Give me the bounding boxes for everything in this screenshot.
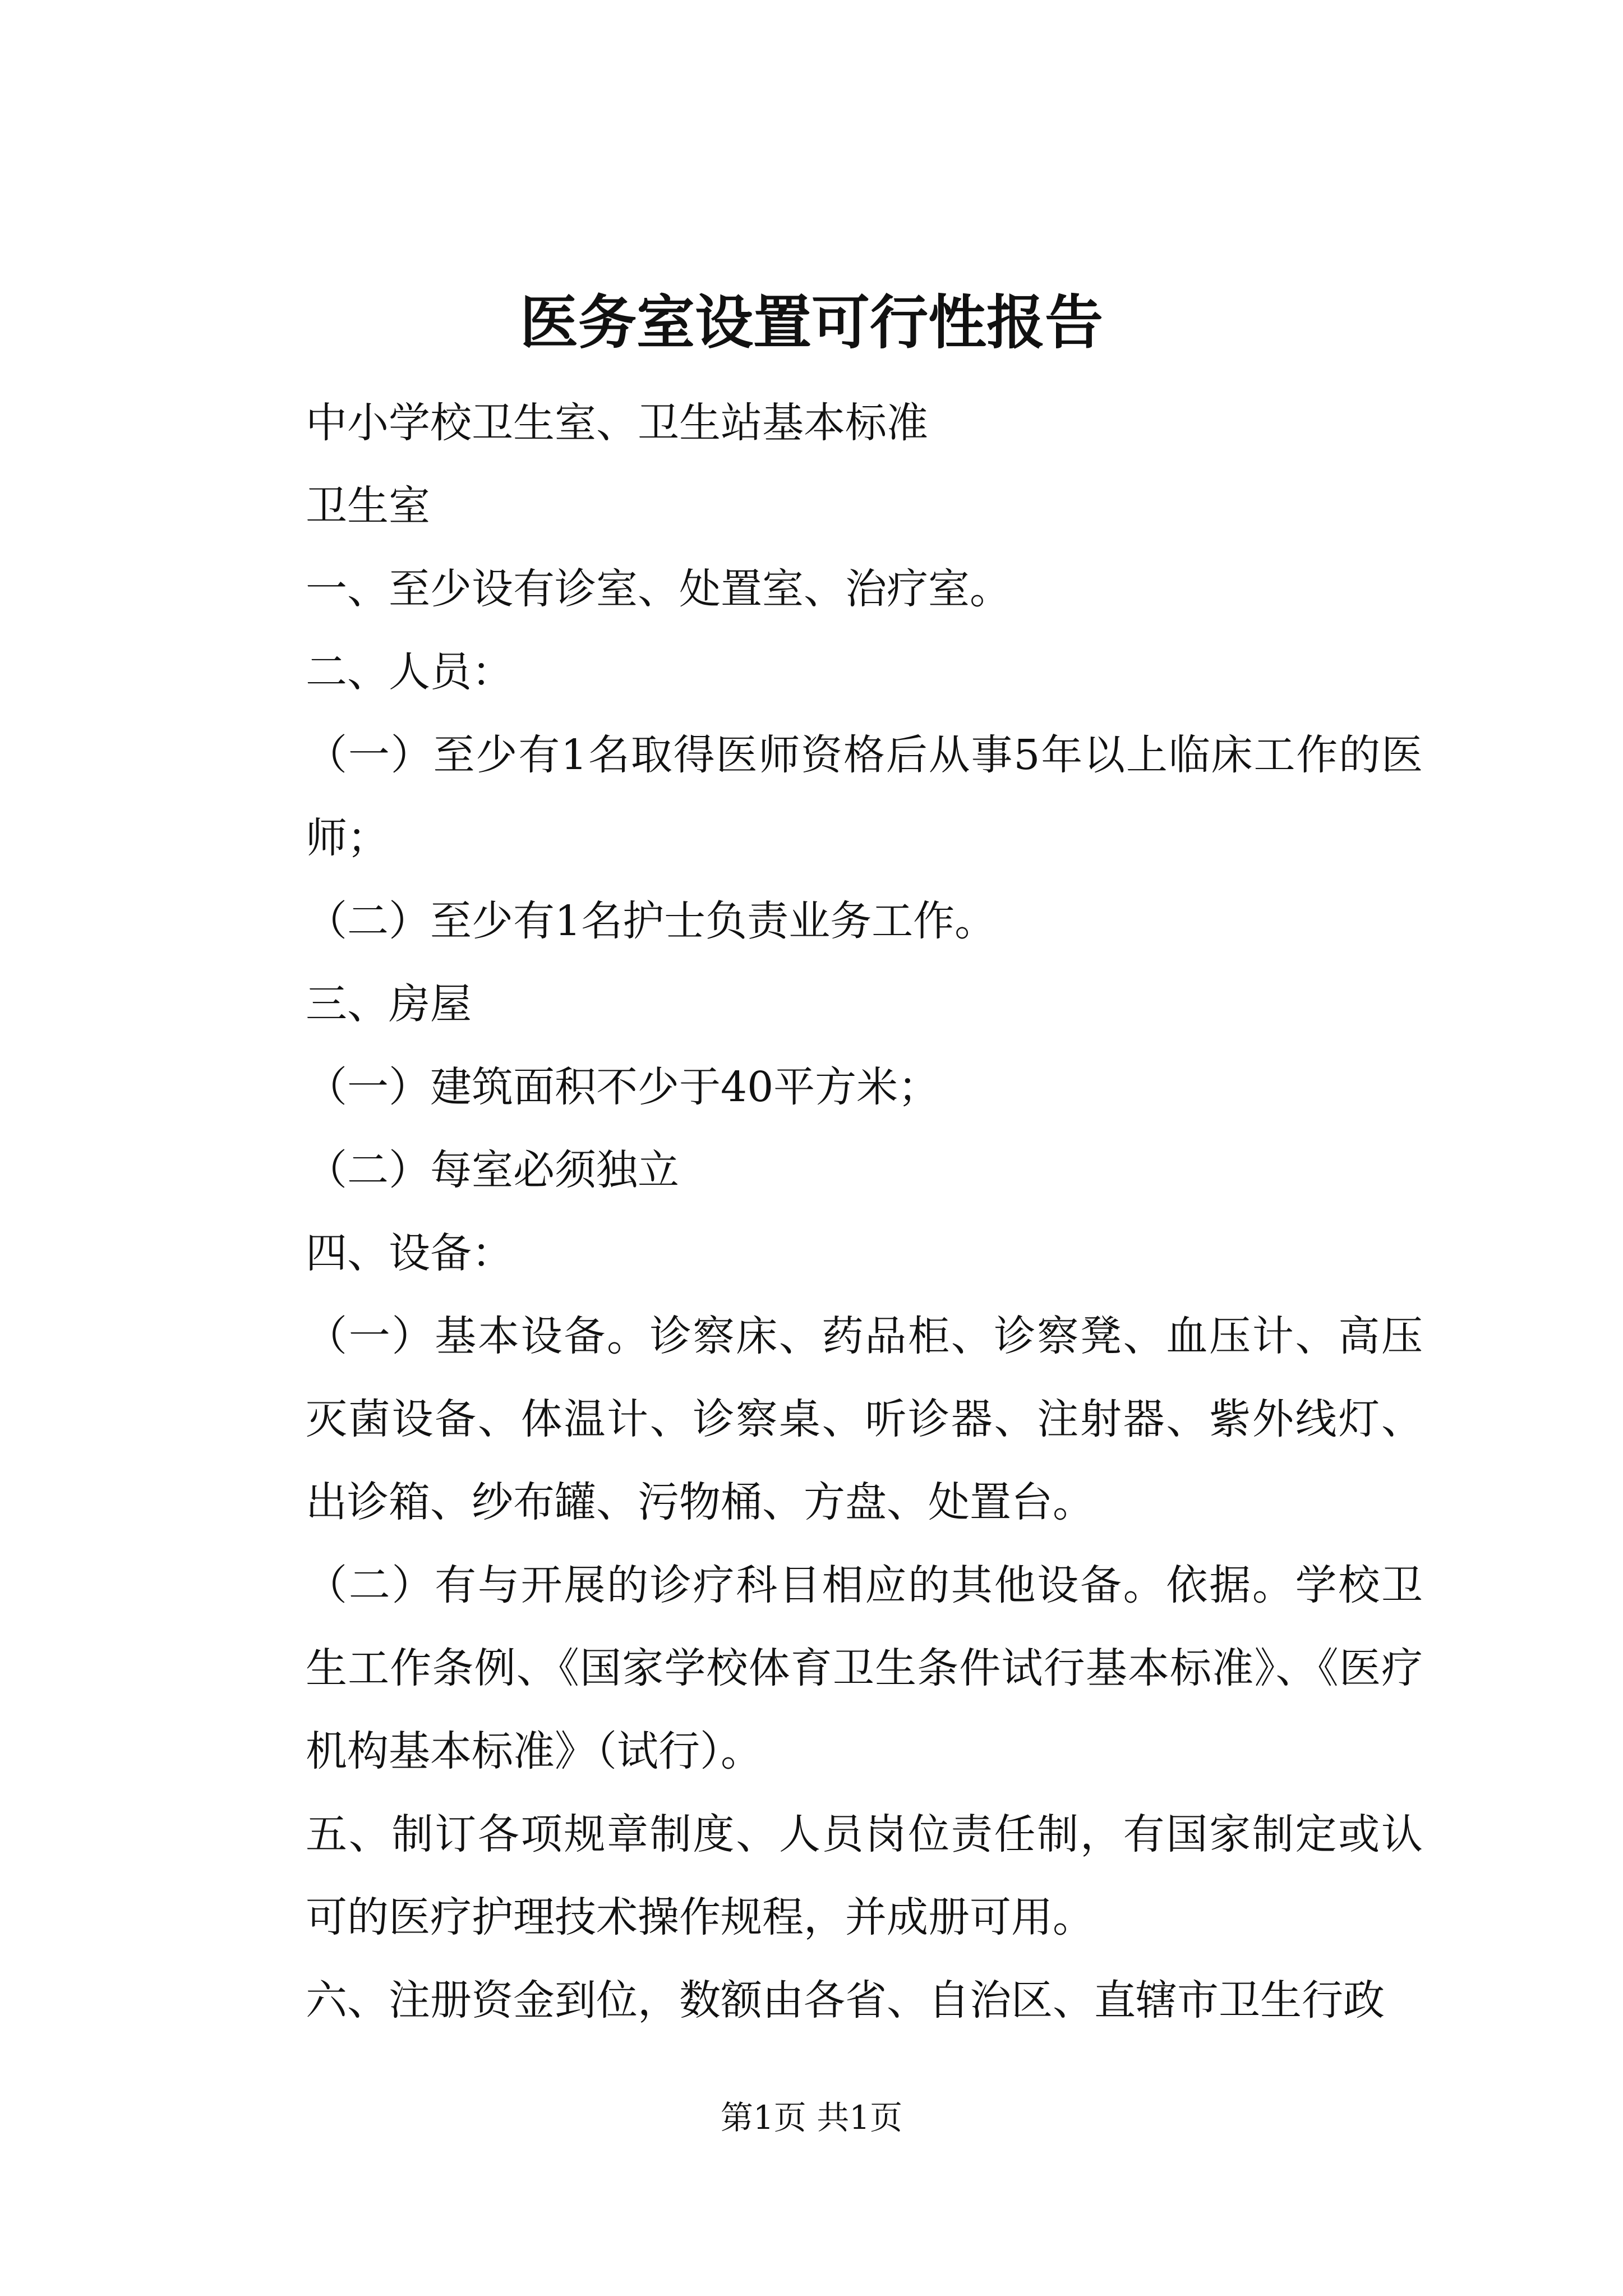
- paragraph-item-5-rules: 五、制订各项规章制度、人员岗位责任制，有国家制定或认可的医疗护理技术操作规程，并成册可用。: [306, 1810, 1423, 1941]
- paragraph-item-4-equipment: 四、设备：: [306, 1229, 513, 1277]
- paragraph-item-3-housing: 三、房屋: [306, 980, 472, 1028]
- page-number-footer: 第1页 共1页: [720, 2099, 903, 2137]
- paragraph-item-1-rooms: 一、至少设有诊室、处置室、治疗室。: [306, 565, 1011, 613]
- paragraph-health-room: 卫生室: [306, 482, 430, 530]
- document-body: [223, 381, 1423, 2042]
- paragraph-standard-heading: 中小学校卫生室、卫生站基本标准: [306, 399, 928, 447]
- paragraph-equipment-other: （二）有与开展的诊疗科目相应的其他设备。依据。学校卫生工作条例、《国家学校体育卫生条件试行基本标准》、《医疗机构基本标准》（试行）。: [306, 1561, 1423, 1775]
- paragraph-housing-area: （一）建筑面积不少于40平方米；: [306, 1063, 940, 1111]
- paragraph-personnel-doctor: （一）至少有1名取得医师资格后从事5年以上临床工作的医师；: [306, 731, 1423, 862]
- paragraph-item-6-capital: 六、注册资金到位，数额由各省、自治区、直辖市卫生行政: [306, 1976, 1385, 2024]
- paragraph-personnel-nurse: （二）至少有1名护士负责业务工作。: [306, 897, 997, 945]
- document-title: 医务室设置可行性报告: [519, 288, 1103, 357]
- paragraph-equipment-basic: （一）基本设备。诊察床、药品柜、诊察凳、血压计、高压灭菌设备、体温计、诊察桌、听诊器、注射器、紫外线灯、出诊箱、纱布罐、污物桶、方盘、处置台。: [306, 1312, 1423, 1526]
- paragraph-item-2-personnel: 二、人员：: [306, 648, 513, 696]
- paragraph-housing-independent: （二）每室必须独立: [306, 1146, 679, 1194]
